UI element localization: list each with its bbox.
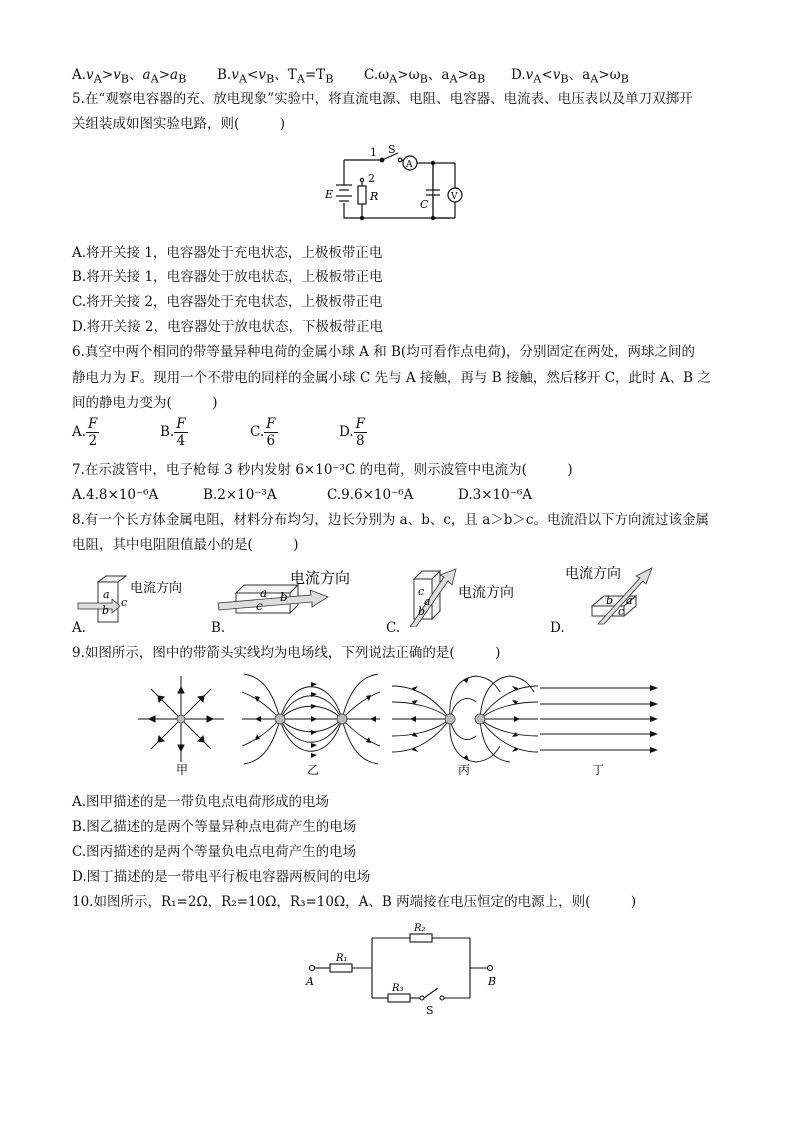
q5-stem-line1: 5.在“观察电容器的充、放电现象”实验中，将直流电源、电阻、电容器、电流表、电压表以及单刀双掷开 <box>72 91 693 107</box>
q8-figure-b <box>216 565 376 625</box>
q8-figure-a <box>76 570 206 625</box>
q5-switch-pos1-label: 1 <box>370 146 377 159</box>
svg-text:c: c <box>256 599 263 613</box>
q8-option-a: A. <box>72 620 87 636</box>
q9-label-jia: 甲 <box>176 763 189 777</box>
q5-option-a: A.将开关接 1，电容器处于充电状态，上极板带正电 <box>72 245 383 261</box>
svg-text:c: c <box>618 605 625 618</box>
q4-option-d: $D.v_A<v_B$、$a_A>\omega_B$ <box>511 67 629 86</box>
q8-stem-line2: 电阻，其中电阻阻值最小的是( ) <box>72 537 299 553</box>
q5-switch-label: S <box>388 143 396 156</box>
svg-text:b: b <box>102 604 110 617</box>
q4-option-c: $C.\omega_A>\omega_B$、$a_A>a_B$ <box>364 67 486 86</box>
svg-text:a: a <box>260 586 268 600</box>
q9-stem: 9.如图所示，图中的带箭头实线均为电场线，下列说法正确的是( ) <box>72 645 501 661</box>
q10-terminal-b-label: B <box>488 975 497 988</box>
q5-ammeter-label: A <box>406 160 413 170</box>
q10-r2-label: R₂ <box>414 923 426 934</box>
svg-text:b: b <box>280 590 288 604</box>
q8-figure-c <box>400 565 530 627</box>
q5-resistor-label: R <box>370 190 379 203</box>
q5-option-c: C.将开关接 2，电容器处于充电状态，上极板带正电 <box>72 294 383 310</box>
svg-text:a: a <box>103 588 110 601</box>
q5-stem-line2: 关组装成如图实验电路，则( ) <box>72 116 286 132</box>
svg-text:b: b <box>418 605 426 618</box>
q10-circuit-diagram <box>300 915 510 1015</box>
q8-option-d: D. <box>550 620 565 636</box>
q8-figure-d <box>560 558 690 626</box>
q8-stem-line1: 8.有一个长方体金属电阻，材料分布均匀，边长分别为 a、b、c，且 a＞b＞c。电流沿以下方向流过该金属 <box>72 512 709 528</box>
fraction: $\frac{F}{4}$ <box>176 416 186 449</box>
q8-figure-a-current-label: 电流方向 <box>130 581 183 596</box>
q9-label-ding: 丁 <box>592 763 605 777</box>
q6-option-d: D. $\frac{F}{8}$ <box>339 416 366 449</box>
fraction: $\frac{F}{8}$ <box>355 416 366 449</box>
fraction: $\frac{F}{2}$ <box>88 416 98 449</box>
q8-figure-d-current-label: 电流方向 <box>565 566 621 582</box>
q6-option-a: A. $\frac{F}{2}$ <box>72 416 98 449</box>
q4-option-b: $B.v_A<v_B$、$T_A=T_B$ <box>217 67 334 86</box>
svg-text:c: c <box>121 596 128 609</box>
q8-option-b: B. <box>211 620 226 636</box>
q7-option-c: C.9.6×10⁻⁶A <box>327 487 414 503</box>
q5-option-b: B.将开关接 1，电容器处于放电状态，上极板带正电 <box>72 269 383 285</box>
q6-option-c: C. $\frac{F}{6}$ <box>250 416 276 449</box>
q9-option-a: A.图甲描述的是一带负电点电荷形成的电场 <box>72 794 330 810</box>
q10-terminal-a-label: A <box>306 975 314 988</box>
q8-option-c: C. <box>386 620 401 636</box>
q8-figure-c-current-label: 电流方向 <box>458 585 514 601</box>
q10-stem: 10.如图所示，R₁=2Ω，R₂=10Ω，R₃=10Ω，A、B 两端接在电压恒定的电源上，则( ) <box>72 894 637 910</box>
q9-label-bing: 丙 <box>458 763 471 777</box>
q7-stem: 7.在示波管中，电子枪每 3 秒内发射 6×10⁻³C 的电荷，则示波管中电流为( ) <box>72 462 573 478</box>
q10-r1-label: R₁ <box>336 953 348 964</box>
svg-text:c: c <box>418 585 425 598</box>
q9-option-c: C.图丙描述的是两个等量负电点电荷产生的电场 <box>72 844 357 860</box>
q9-option-d: D.图丁描述的是一带电平行板电容器两板间的电场 <box>72 869 371 885</box>
q9-label-yi: 乙 <box>307 763 320 777</box>
q6-stem-line2: 静电力为 F。现用一个不带电的同样的金属小球 C 先与 A 接触，再与 B 接触，然后移开 C，此时 A、B 之 <box>72 370 711 386</box>
svg-text:a: a <box>424 595 431 608</box>
fraction: $\frac{F}{6}$ <box>266 416 276 449</box>
q9-field-line-figures <box>130 672 660 780</box>
q6-stem-line3: 间的静电力变为( ) <box>72 395 218 411</box>
svg-text:a: a <box>626 594 633 607</box>
q4-option-a: $A.v_A>v_B$、$a_A>a_B$ <box>72 67 187 86</box>
q7-option-a: A.4.8×10⁻⁶A <box>72 487 159 503</box>
q5-voltmeter-label: V <box>451 192 458 202</box>
q5-option-d: D.将开关接 2，电容器处于放电状态，下极板带正电 <box>72 319 384 335</box>
q9-option-b: B.图乙描述的是两个等量异种点电荷产生的电场 <box>72 819 357 835</box>
q6-stem-line1: 6.真空中两个相同的带等量异种电荷的金属小球 A 和 B(均可看作点电荷)，分别固定在两处，两球之间的 <box>72 344 695 360</box>
q5-emf-label: E <box>325 188 334 201</box>
q5-switch-pos2-label: 2 <box>368 172 375 185</box>
q10-r3-label: R₃ <box>392 983 404 994</box>
q7-option-b: B.2×10⁻³A <box>203 487 277 503</box>
q5-capacitor-label: C <box>420 198 429 211</box>
q5-circuit-diagram <box>320 140 480 230</box>
q6-option-b: B. $\frac{F}{4}$ <box>160 416 186 449</box>
q10-switch-label: S <box>426 1004 434 1015</box>
q8-figure-b-current-label: 电流方向 <box>290 569 351 587</box>
q7-option-d: D.3×10⁻⁶A <box>458 487 532 503</box>
svg-text:b: b <box>606 594 614 607</box>
